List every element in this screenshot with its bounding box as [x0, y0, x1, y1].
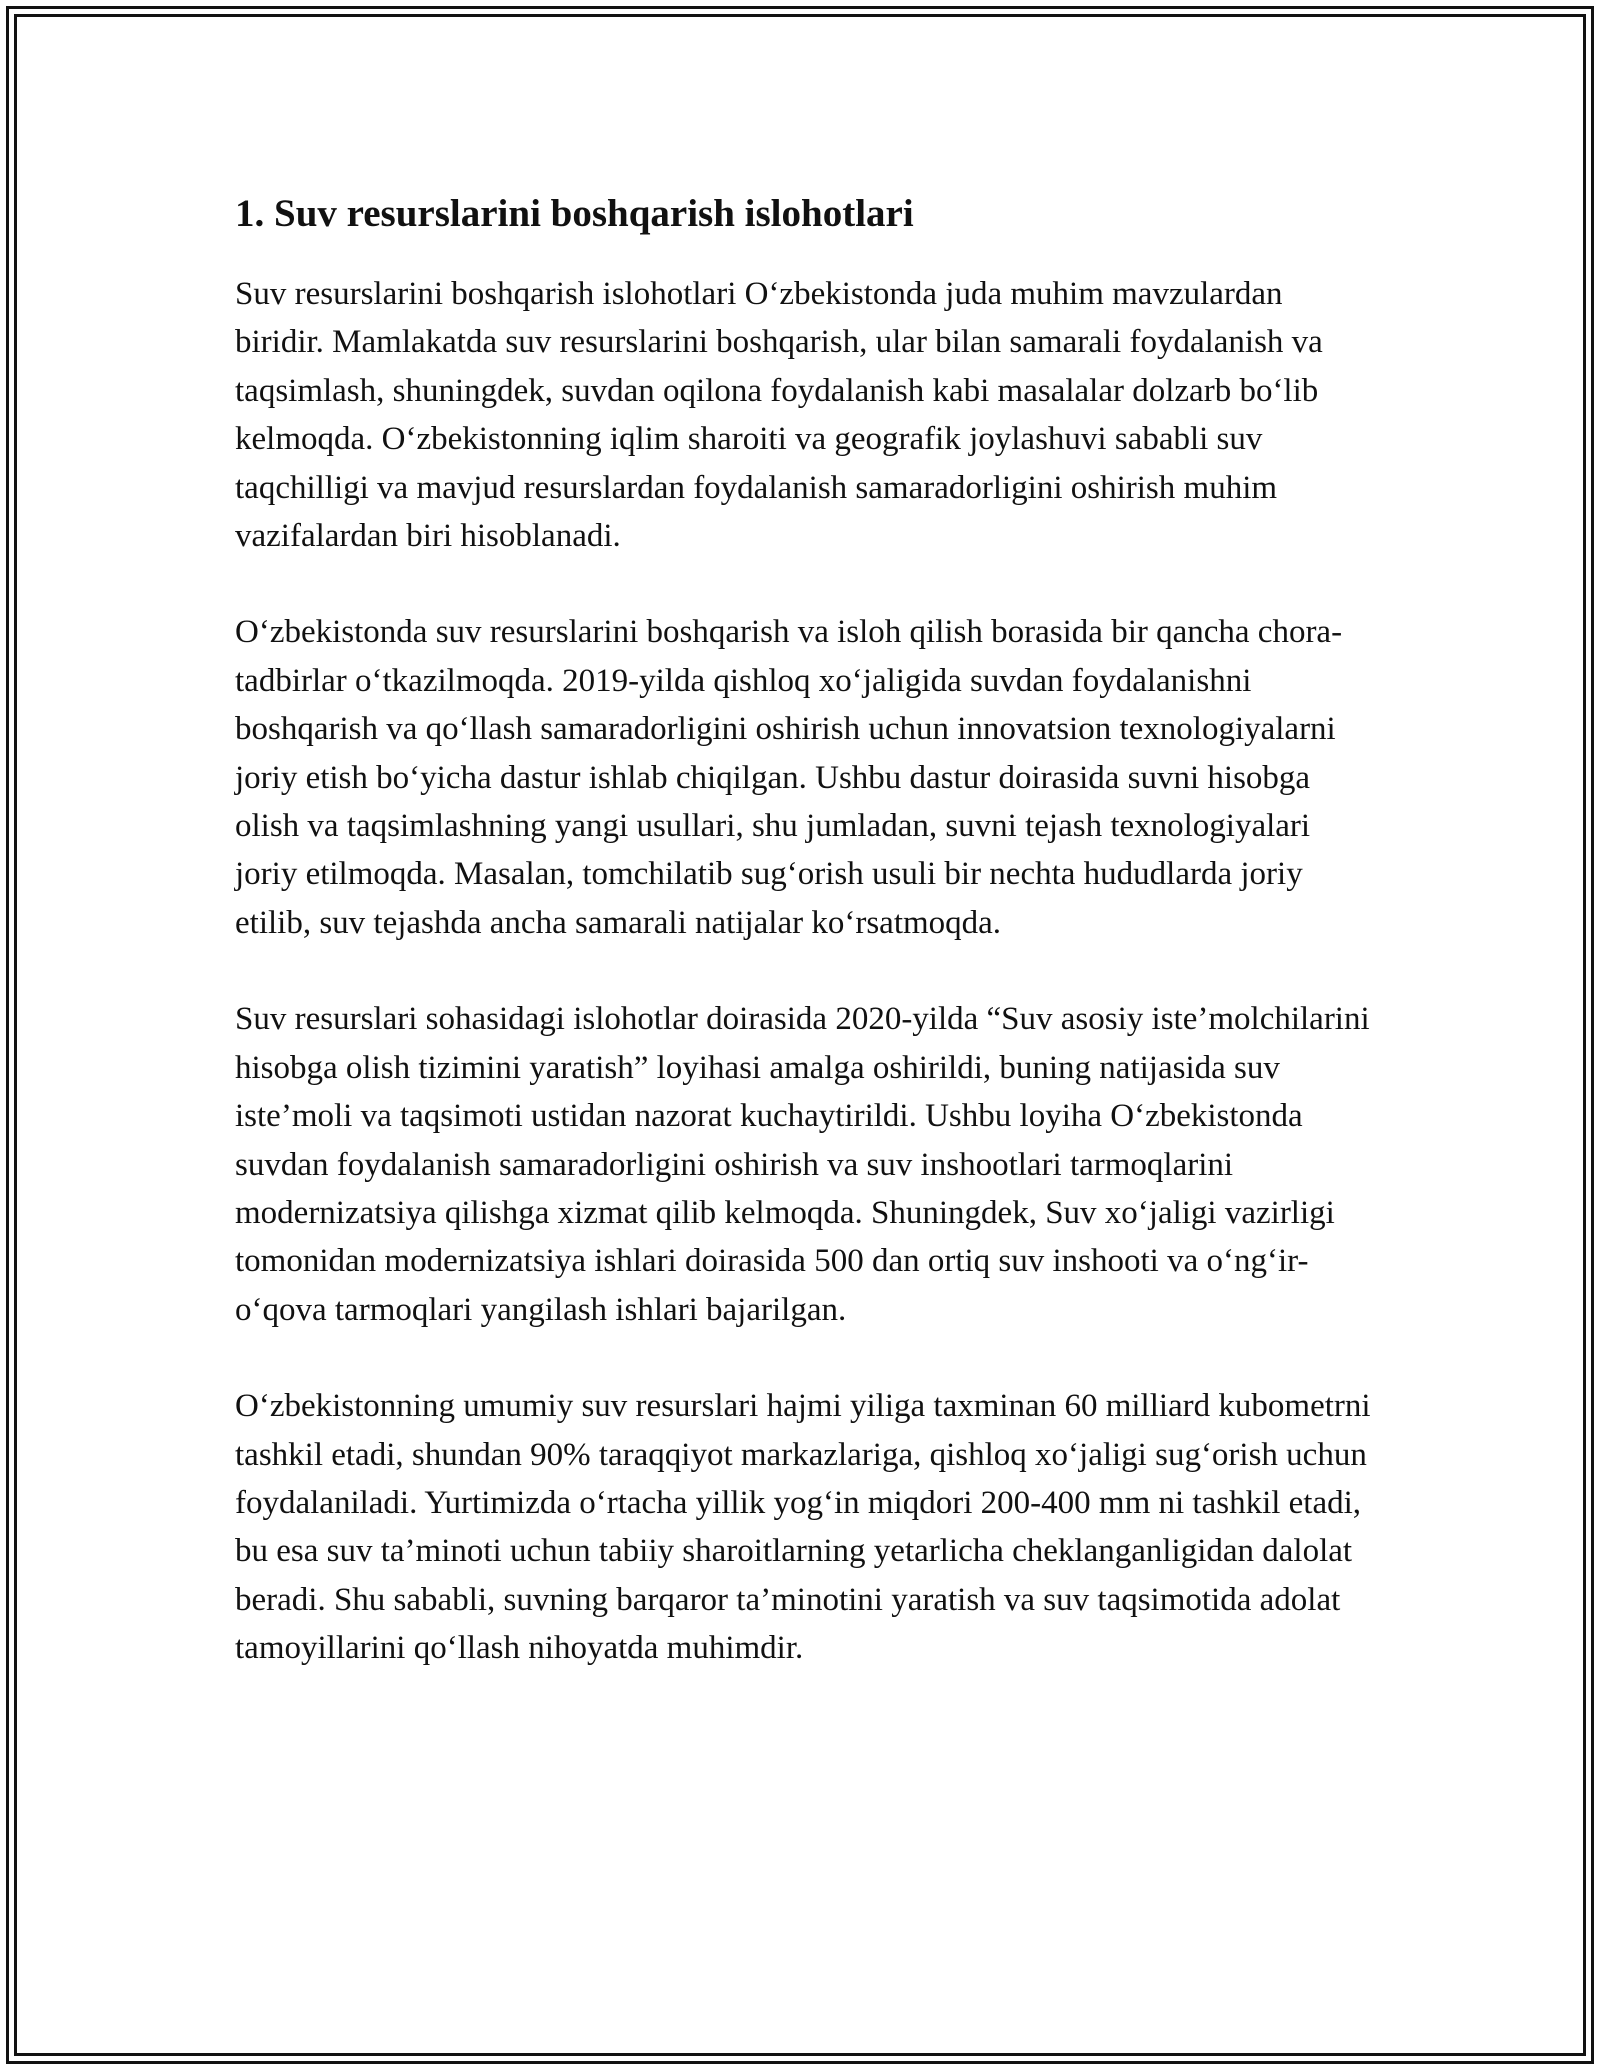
section-heading: 1. Suv resurslarini boshqarish islohotlari	[235, 192, 914, 235]
paragraph-2: O‘zbekistonda suv resurslarini boshqarish va isloh qilish borasida bir qancha chora-tadbirlar o‘tkazilmoqda. 2019-yilda qishloq xo‘jaligida suvdan foydalanishni boshqarish va qo‘llash samaradorligini oshirish uchun innovatsion texnologiyalarni joriy etish bo‘yicha dastur ishlab chiqilgan. Ushbu dastur doirasida suvni hisobga olish va taqsimlashning yangi usullari, shu jumladan, suvni tejash texnologiyalari joriy etilmoqda. Masalan, tomchilatib sug‘orish usuli bir nechta hududlarda joriy etilib, suv tejashda ancha samarali natijalar ko‘rsatmoqda.	[235, 614, 1343, 941]
paragraph-3: Suv resurslari sohasidagi islohotlar doirasida 2020-yilda “Suv asosiy iste’molchilarini hisobga olish tizimini yaratish” loyihasi amalga oshirildi, buning natijasida suv iste’moli va taqsimoti ustidan nazorat kuchaytirildi. Ushbu loyiha O‘zbekistonda suvdan foydalanish samaradorligini oshirish va suv inshootlari tarmoqlarini modernizatsiya qilishga xizmat qilib kelmoqda. Shuningdek, Suv xo‘jaligi vazirligi tomonidan modernizatsiya ishlari doirasida 500 dan ortiq suv inshooti va o‘ng‘ir-o‘qova tarmoqlari yangilash ishlari bajarilgan.	[235, 1001, 1370, 1328]
paragraph-1: Suv resurslarini boshqarish islohotlari O‘zbekistonda juda muhim mavzulardan biridir. Mamlakatda suv resurslarini boshqarish, ular bilan samarali foydalanish va taqsimlash, shuningdek, suvdan oqilona foydalanish kabi masalalar dolzarb bo‘lib kelmoqda. O‘zbekistonning iqlim sharoiti va geografik joylashuvi sababli suv taqchilligi va mavjud resurslardan foydalanish samaradorligini oshirish muhim vazifalardan biri hisoblanadi.	[235, 276, 1323, 555]
document-body	[235, 190, 1375, 1721]
paragraph-4: O‘zbekistonning umumiy suv resurslari hajmi yiliga taxminan 60 milliard kubometrni tashkil etadi, shundan 90% taraqqiyot markazlariga, qishloq xo‘jaligi sug‘orish uchun foydalaniladi. Yurtimizda o‘rtacha yillik yog‘in miqdori 200-400 mm ni tashkil etadi, bu esa suv ta’minoti uchun tabiiy sharoitlarning yetarlicha cheklanganligidan dalolat beradi. Shu sababli, suvning barqaror ta’minotini yaratish va suv taqsimotida adolat tamoyillarini qo‘llash nihoyatda muhimdir.	[235, 1388, 1371, 1667]
